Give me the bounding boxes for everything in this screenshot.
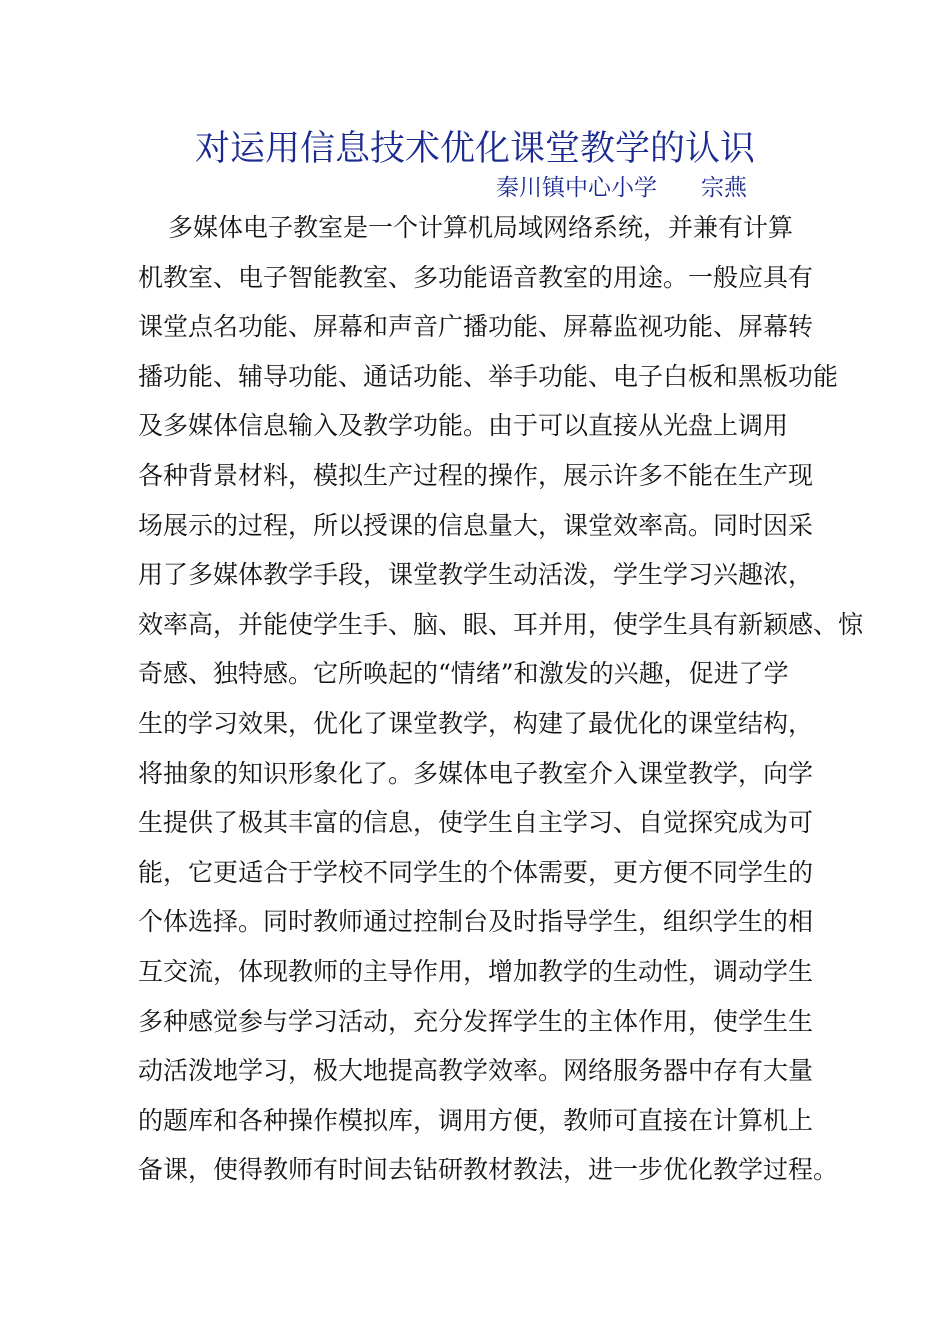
body-paragraph: [138, 203, 864, 1195]
text-line: 动活泼地学习，极大地提高教学效率。网络服务器中存有大量: [138, 1056, 814, 1086]
text-line: 备课，使得教师有时间去钻研教材教法，进一步优化教学过程。: [138, 1155, 839, 1185]
text-line: 互交流，体现教师的主导作用，增加教学的生动性，调动学生: [138, 956, 814, 986]
text-line: 生的学习效果，优化了课堂教学，构建了最优化的课堂结构，: [138, 708, 814, 738]
text-line: 多媒体电子教室是一个计算机局域网络系统，并兼有计算: [168, 213, 794, 242]
text-line: 多种感觉参与学习活动，充分发挥学生的主体作用，使学生生: [138, 1006, 814, 1036]
text-line: 课堂点名功能、屏幕和声音广播功能、屏幕监视功能、屏幕转: [138, 312, 814, 342]
text-line: 能，它更适合于学校不同学生的个体需要，更方便不同学生的: [138, 857, 814, 887]
text-line: 及多媒体信息输入及教学功能。由于可以直接从光盘上调用: [138, 411, 789, 441]
text-line: 的题库和各种操作模拟库，调用方便，教师可直接在计算机上: [138, 1105, 814, 1135]
text-line: 场展示的过程，所以授课的信息量大，课堂效率高。同时因采: [138, 510, 814, 540]
text-line: 用了多媒体教学手段，课堂教学生动活泼，学生学习兴趣浓，: [138, 560, 814, 590]
author-name: 宗燕: [701, 175, 747, 201]
text-line: 效率高，并能使学生手、脑、眼、耳并用，使学生具有新颖感、惊: [138, 609, 864, 639]
text-line: 机教室、电子智能教室、多功能语音教室的用途。一般应具有: [138, 262, 814, 292]
text-line: 奇感、独特感。它所唤起的“情绪”和激发的兴趣，促进了学: [138, 659, 789, 689]
text-line: 个体选择。同时教师通过控制台及时指导学生，组织学生的相: [138, 907, 814, 937]
text-line: 生提供了极其丰富的信息，使学生自主学习、自觉探究成为可: [138, 808, 814, 838]
document-title: 对运用信息技术优化课堂教学的认识: [194, 129, 755, 169]
text-line: 播功能、辅导功能、通话功能、举手功能、电子白板和黑板功能: [138, 361, 839, 391]
text-line: 各种背景材料，模拟生产过程的操作，展示许多不能在生产现: [138, 460, 814, 490]
byline: [496, 174, 747, 202]
school-name: 秦川镇中心小学: [496, 175, 657, 201]
text-line: 将抽象的知识形象化了。多媒体电子教室介入课堂教学，向学: [138, 758, 814, 788]
